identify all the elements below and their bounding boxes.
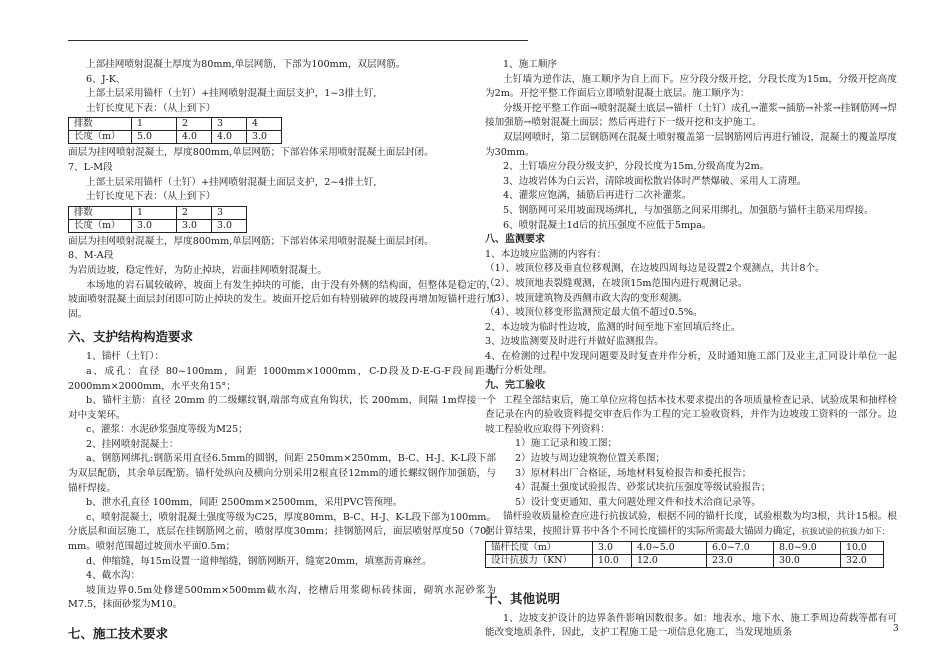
paragraph: b、泄水孔直径 100mm，间距 2500mm×2500mm，采用PVC管预埋。 [86,497,403,509]
table-row [69,131,282,144]
table-row [486,554,884,567]
section-label: 7、L-M段 [68,161,113,173]
table-caption: 抗拔试验的抗拔力如下： [801,527,890,536]
table-cell: 32.0 [841,554,884,567]
section-heading-9: 九、完工验收 [485,380,545,392]
table-cell: 12.0 [632,554,707,567]
table-cell: 锚杆长度（m） [486,541,593,554]
section-heading-8: 八、监测要求 [485,234,545,246]
paragraph: 4、截水沟： [86,570,141,582]
table-cell: 10.0 [593,554,632,567]
table-cell: 6.0~7.0 [707,541,774,554]
anchor-length-table-2 [68,206,247,233]
paragraph: a、成孔：直径 80~100mm，间距 1000mm×1000mm，C-D段及D-E-G-F段间距为2000mm×2000mm，水平夹角15°； [68,365,496,392]
paragraph: （4）、坡顶位移变形监测预定最大值不超过0.5%。 [485,307,703,319]
table-cell: 4.0 [212,131,247,144]
paragraph: 坡顶边界0.5m处修建500mm×500mm截水沟，挖槽后用浆砌标砖抹面，砌筑水泥砂浆为M7.5，抹面砂浆为M10。 [68,584,496,611]
paragraph: 2、土钉墙应分段分级支护，分段长度为15m,分级高度为2m。 [503,161,770,173]
table-cell: 3.0 [177,219,212,232]
list-item: 3）原材料出厂合格证，场地材料复检报告和委托报告； [515,467,752,479]
list-item: 2）边坡与周边建筑物位置关系图； [515,453,666,465]
paragraph: 4、灌浆应饱满，插筋后再进行二次补灌浆。 [503,190,692,202]
table-cell: 设计抗拔力（KN） [486,554,593,567]
table-cell: 排数 [69,206,132,219]
list-item: 5）设计变更通知、重大问题处理文件和技术洽商记录等。 [515,496,761,508]
list-item: 1）施工记录和竣工图； [515,438,618,450]
paragraph: （3）、坡顶建筑物及西侧市政大沟的变形观测。 [485,292,688,304]
paragraph: 本场地的岩石属较破碎，坡面上有发生掉块的可能，由于没有外侧的结构面，但整体是稳定的，坡面喷射混凝土面层封闭即可防止掉块的发生。坡面开挖后如有特别破碎的坡段再增加短锚杆进行加固。 [68,279,496,320]
paragraph: 面层为挂网喷射混凝土，厚度800mm,单层网筋；下部岩体采用喷射混凝土面层封闭。 [68,147,434,159]
table-cell: 8.0~9.0 [774,541,841,554]
table-cell: 排数 [69,118,132,131]
page-number: 3 [893,624,899,634]
right-column [485,58,897,641]
table-cell: 1 [132,206,177,219]
table-cell: 3.0 [132,219,177,232]
paragraph: 双层网喷时，第二层钢筋网在混凝土喷射覆盖第一层钢筋网后再进行铺设，混凝土的覆盖厚度为30mm。 [485,131,897,158]
list-item: 4）混凝土强度试验报告、砂浆试块抗压强度等级试验报告； [515,482,771,494]
table-cell: 4.0 [177,131,212,144]
paragraph: 2、本边坡为临时性边坡，监测的时间至地下室回填后终止。 [485,321,741,333]
table-row [69,219,247,232]
paragraph: 2、挂网喷射混凝土： [86,438,179,450]
table-cell: 3.0 [247,131,282,144]
paragraph: 3、边坡岩体为白云岩，清除坡面松散岩体时严禁爆破、采用人工清理。 [503,175,807,187]
table-cell: 3.0 [593,541,632,554]
paragraph: 土钉长度见下表：（从上到下） [86,191,216,203]
paragraph: 上部挂网喷射混凝土厚度为80mm,单层网筋，下部为100mm，双层网筋。 [86,59,406,70]
paragraph: 1、锚杆（土钉）： [86,351,165,363]
section-label: 8、M-A段 [68,250,114,262]
table-row [69,118,282,131]
paragraph: 1、本边坡应监测的内容有： [485,248,607,260]
paragraph: 1、施工顺序 [503,59,558,70]
table-row [486,541,884,554]
table-cell: 3.0 [212,219,247,232]
table-cell: 1 [132,118,177,131]
table-cell: 长度（m） [69,219,132,232]
table-cell: 5.0 [132,131,177,144]
paragraph: 4、在检测的过程中发现问题要及时复查并作分析，及时通知施工部门及业主,汇同设计单位一起进行分析处理。 [485,350,897,377]
paragraph: 1、边坡支护设计的边界条件影响因数很多。如：地表水、地下水、施工季周边荷载等都有可能改变地质条件，因此，支护工程施工是一项信息化施工，当发现地质条 [485,612,897,639]
table-cell: 10.0 [841,541,884,554]
section-heading-7: 七、施工技术要求 [68,626,169,641]
paragraph: 6、喷射混凝土1d后的抗压强度不应低于5mpa。 [503,219,712,231]
paragraph-text: 锚杆验收质量检查应进行抗拔试验，根据不同的锚杆长度，试验根数为均3根，共计15根。根据计算结果，按照计算书中各个不同长度锚杆的实际所需最大锚固力确定， [485,511,897,537]
table-cell: 2 [177,206,212,219]
paragraph: c、喷射混凝土，喷射混凝土强度等级为C25，厚度80mm，B-C、H-J、K-L段下部为100mm。分底层和面层施工，底层在挂钢筋网之前，喷射厚度30mm；挂钢筋网后，面层喷射厚度50（70）mm。喷射范围超过坡顶水平面0.5m； [68,511,496,553]
section-heading-10: 十、其他说明 [485,590,561,606]
pullout-force-table [485,541,884,568]
paragraph: c、灌浆：水泥砂浆强度等级为M25； [86,424,248,436]
paragraph: d、伸缩缝，每15m设置一道伸缩缝，钢筋网断开，缝宽20mm，填塞沥青麻丝。 [86,555,432,567]
paragraph: 土钉墙为逆作法，施工顺序为自上而下。应分段分级开挖，分段长度为15m，分级开挖高度为2m。开挖平整工作面后立即喷射混凝土底层。施工顺序为： [485,73,897,100]
table-cell: 2 [177,118,212,131]
table-cell: 4.0~5.0 [632,541,707,554]
table-cell: 3 [212,118,247,131]
header-rule [68,40,528,41]
paragraph: b、锚杆主筋：直径 20mm 的二级螺纹钢,端部弯成直角钩状，长 200mm，间隔 1m焊接一个对中支架环。 [68,395,496,421]
table-row [69,206,247,219]
spacer [485,570,897,584]
paragraph: 上部土层采用锚杆（土钉）+挂网喷射混凝土面层支护，2~4排土钉, [86,176,377,188]
table-cell: 4 [247,118,282,131]
paragraph: 3、边坡监测要及时进行并做好监测报告。 [485,336,664,348]
paragraph: （1）、坡顶位移及垂直位移观测，在边坡四周每边是设置2个观测点，共计8个。 [485,263,825,275]
table-cell: 长度（m） [69,131,132,144]
section-heading-6: 六、支护结构构造要求 [68,329,194,345]
anchor-length-table-1 [68,117,282,144]
paragraph: a、钢筋网绑扎:钢筋采用直径6.5mm的圆钢，间距 250mm×250mm，B-C、H-J、K-L段下部为双层配筋，其余单层配筋。锚杆处纵向及横向分别采用2根直径12mm的通长螺纹钢作加强筋，与锚杆焊接。 [68,453,496,494]
paragraph: 分级开挖平整工作面→喷射混凝土底层→锚杆（土钉）成孔→灌浆→插筋→补浆→挂钢筋网→焊接加强筋→喷射混凝土面层；然后再进行下一级开挖和支护施工。 [485,102,897,129]
left-column [68,58,496,647]
table-cell: 3 [212,206,247,219]
paragraph: 面层为挂网喷射混凝土，厚度800mm,单层网筋；下部岩体采用喷射混凝土面层封闭。 [68,235,434,247]
table-cell: 23.0 [707,554,774,567]
paragraph: 上部土层采用锚杆（土钉）+挂网喷射混凝土面层支护，1~3排土钉, [86,88,377,100]
paragraph [485,510,897,539]
paragraph: 为岩质边坡，稳定性好，为防止掉块，岩面挂网喷射混凝土。 [68,264,328,276]
paragraph: 土钉长度见下表：（从上到下） [86,102,216,114]
section-label: 6、J-K、 [86,73,126,85]
paragraph: （2）、坡顶地表裂缝观测，在坡顶15m范围内进行观测记录。 [485,277,748,289]
paragraph: 工程全部结束后，施工单位应将包括本技术要求提出的各项质量检查记录、试验成果和抽样检查记录在内的验收资料提交审查后作为工程的完工验收资料，并作为边坡竣工资料的一部分。边坡工程验收应取得下列资料： [485,394,897,435]
table-cell: 30.0 [774,554,841,567]
paragraph: 5、钢筋网可采用坡面现场绑扎，与加强筋之间采用绑扎，加强筋与锚杆主筋采用焊接。 [503,204,874,216]
